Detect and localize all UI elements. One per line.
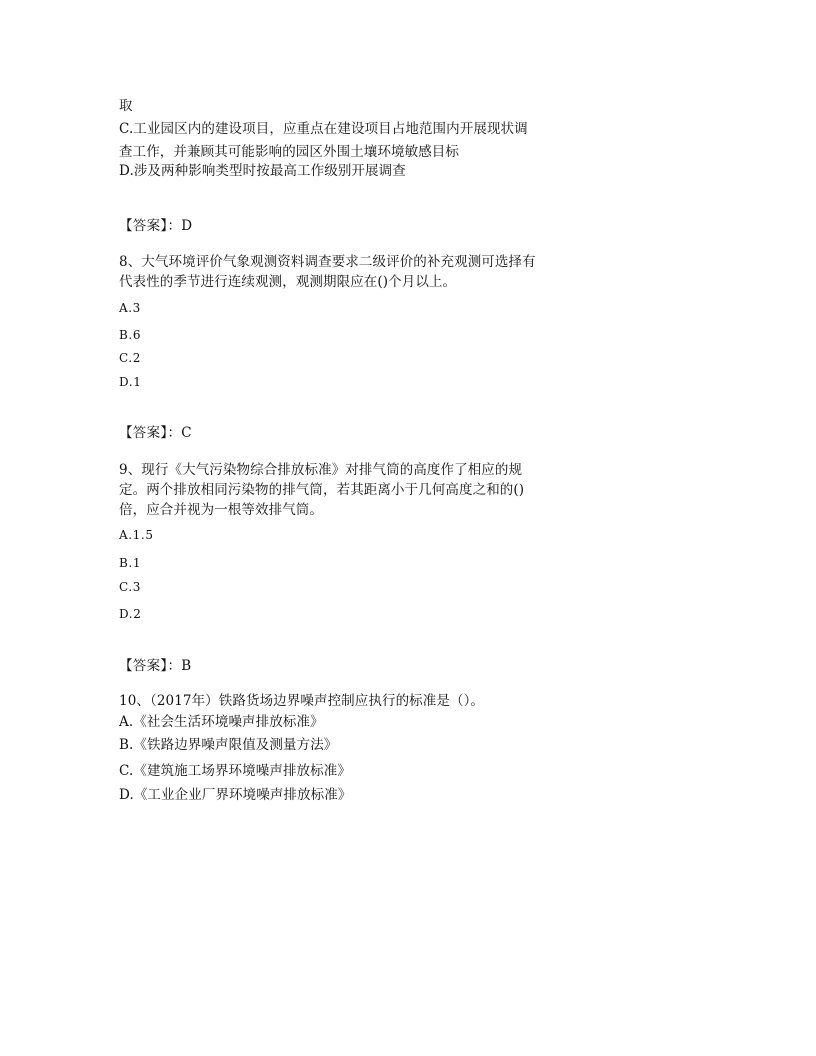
question-9-stem-line-2: 定。两个排放相同污染物的排气筒，若其距离小于几何高度之和的()	[119, 482, 525, 498]
continuation-answer: 【答案】：D	[119, 218, 193, 234]
question-9-option-d: D.2	[119, 607, 142, 621]
question-10-stem: 10、（2017年）铁路货场边界噪声控制应执行的标准是（）。	[119, 693, 485, 709]
question-9-stem-line-3: 倍，应合并视为一根等效排气筒。	[119, 502, 323, 518]
continuation-option-c-line-1: C.工业园区内的建设项目，应重点在建设项目占地范围内开展现状调	[119, 121, 528, 137]
question-8-option-b: B.6	[119, 328, 142, 342]
question-10-option-a: A.《社会生活环境噪声排放标准》	[119, 714, 324, 730]
question-9-option-a: A.1.5	[119, 528, 154, 542]
question-8-option-a: A.3	[119, 301, 141, 315]
continuation-option-d: D.涉及两种影响类型时按最高工作级别开展调查	[119, 163, 406, 179]
question-9-option-c: C.3	[119, 580, 142, 594]
continuation-line-1: 取	[119, 98, 133, 114]
question-8-answer: 【答案】：C	[119, 425, 192, 441]
question-8-option-c: C.2	[119, 351, 142, 365]
question-8-stem-line-1: 8、大气环境评价气象观测资料调查要求二级评价的补充观测可选择有	[119, 254, 536, 270]
question-9-answer: 【答案】：B	[119, 658, 192, 674]
question-9-option-b: B.1	[119, 556, 142, 570]
continuation-option-c-line-2: 查工作，并兼顾其可能影响的园区外围土壤环境敏感目标	[119, 144, 459, 160]
question-9-stem-line-1: 9、现行《大气污染物综合排放标准》对排气筒的高度作了相应的规	[119, 462, 523, 478]
question-10-option-c: C.《建筑施工场界环境噪声排放标准》	[119, 763, 351, 779]
question-8-stem-line-2: 代表性的季节进行连续观测，观测期限应在()个月以上。	[119, 274, 457, 290]
question-10-option-b: B.《铁路边界噪声限值及测量方法》	[119, 737, 338, 753]
question-8-option-d: D.1	[119, 375, 142, 389]
question-10-option-d: D.《工业企业厂界环境噪声排放标准》	[119, 787, 352, 803]
